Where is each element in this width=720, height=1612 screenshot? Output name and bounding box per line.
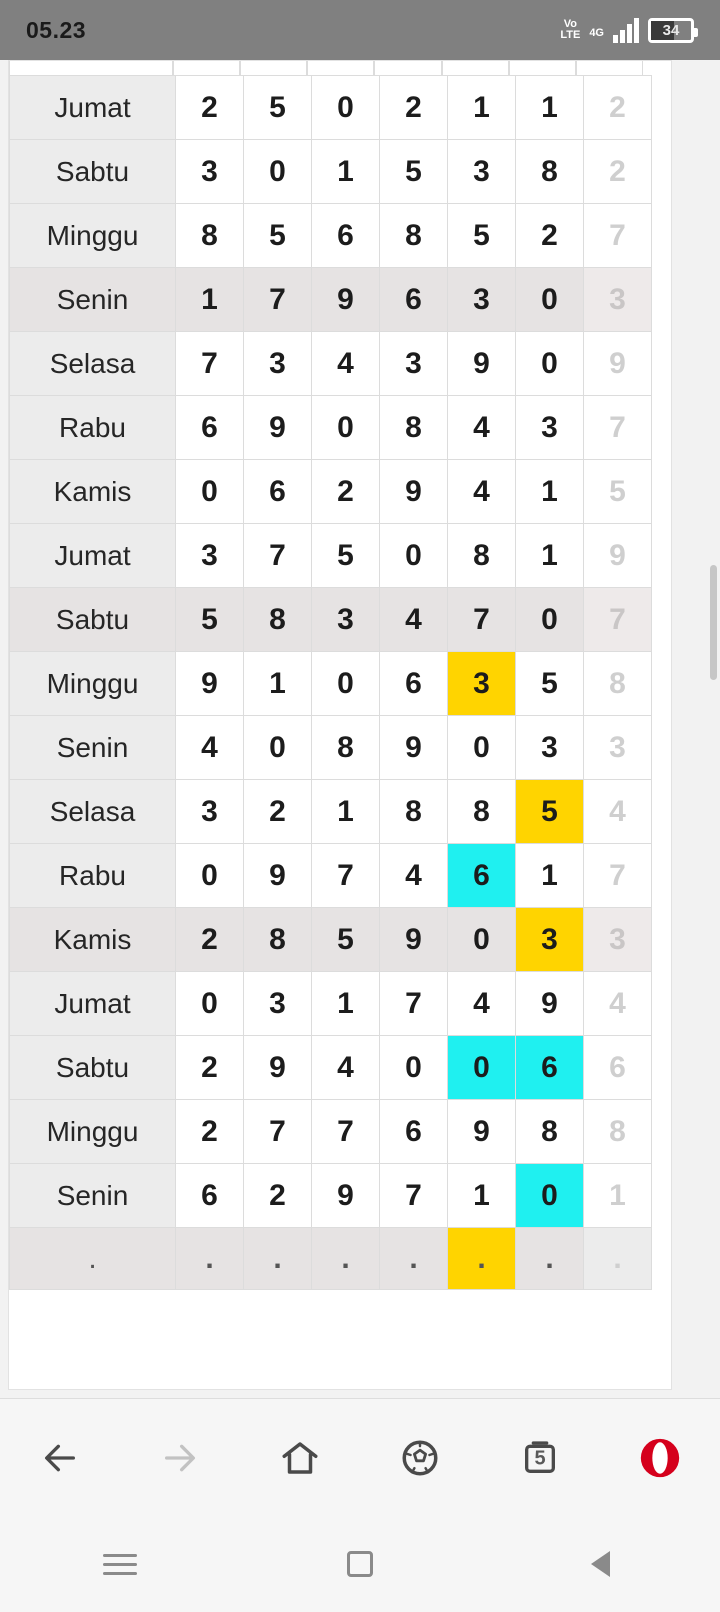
number-cell: 8	[516, 1100, 584, 1164]
volte-icon	[560, 19, 580, 41]
day-cell: Kamis	[10, 908, 176, 972]
trailing-number-cell: 2	[584, 76, 652, 140]
number-cell: 1	[244, 652, 312, 716]
trailing-number-cell: 9	[584, 332, 652, 396]
table-row	[10, 908, 652, 972]
back-triangle-icon	[589, 1549, 611, 1579]
network-type-label: 4G	[589, 27, 604, 39]
number-cell: 5	[380, 140, 448, 204]
table-row	[10, 268, 652, 332]
number-cell: 9	[448, 332, 516, 396]
day-cell: Minggu	[10, 652, 176, 716]
number-cell: 1	[312, 972, 380, 1036]
trailing-number-cell: 7	[584, 588, 652, 652]
number-cell: 3	[176, 780, 244, 844]
day-cell: Jumat	[10, 972, 176, 1036]
status-icons	[560, 17, 694, 43]
number-cell: 6	[176, 396, 244, 460]
day-cell: Jumat	[10, 76, 176, 140]
number-cell: 0	[516, 268, 584, 332]
number-cell: 1	[516, 460, 584, 524]
number-cell: 6	[380, 1100, 448, 1164]
number-cell: 4	[380, 588, 448, 652]
trailing-number-cell: 4	[584, 972, 652, 1036]
trailing-number-cell: 3	[584, 268, 652, 332]
table-row	[10, 76, 652, 140]
number-cell: 8	[380, 780, 448, 844]
number-cell: 5	[448, 204, 516, 268]
table-row	[10, 588, 652, 652]
number-cell: 2	[176, 1100, 244, 1164]
trailing-number-cell: 4	[584, 780, 652, 844]
number-cell: 3	[244, 332, 312, 396]
number-cell: 5	[244, 204, 312, 268]
number-cell: .	[380, 1228, 448, 1290]
number-cell: 4	[380, 844, 448, 908]
number-cell: 0	[516, 588, 584, 652]
number-cell: 3	[176, 140, 244, 204]
number-cell: 1	[176, 268, 244, 332]
number-cell: 0	[176, 460, 244, 524]
number-cell: 3	[380, 332, 448, 396]
home-nav-button[interactable]	[320, 1534, 400, 1594]
number-cell: 8	[244, 908, 312, 972]
number-cell: 0	[516, 332, 584, 396]
number-cell: 0	[380, 524, 448, 588]
web-page-content	[8, 60, 672, 1390]
number-cell: 8	[448, 524, 516, 588]
number-cell: 5	[312, 908, 380, 972]
discover-button[interactable]	[385, 1423, 455, 1493]
day-cell: .	[10, 1228, 176, 1290]
home-button[interactable]	[265, 1423, 335, 1493]
number-cell: 1	[312, 140, 380, 204]
number-cell: 6	[244, 460, 312, 524]
page-bottom-gap	[0, 1390, 720, 1398]
number-cell-highlighted: 6	[516, 1036, 584, 1100]
number-cell: 0	[312, 652, 380, 716]
day-cell: Senin	[10, 716, 176, 780]
number-cell: 7	[380, 1164, 448, 1228]
number-cell-highlighted: 3	[516, 908, 584, 972]
table-row	[10, 716, 652, 780]
table-row	[10, 1036, 652, 1100]
number-cell: 3	[176, 524, 244, 588]
tabs-button[interactable]	[505, 1423, 575, 1493]
number-cell: 1	[448, 76, 516, 140]
trailing-number-cell: .	[584, 1228, 652, 1290]
table-row	[10, 204, 652, 268]
trailing-number-cell: 7	[584, 204, 652, 268]
status-bar	[0, 0, 720, 60]
number-cell: 2	[176, 908, 244, 972]
number-cell: 7	[312, 1100, 380, 1164]
number-cell: 1	[516, 844, 584, 908]
trailing-number-cell: 8	[584, 1100, 652, 1164]
number-cell: 2	[516, 204, 584, 268]
number-cell: 9	[380, 460, 448, 524]
day-cell: Senin	[10, 268, 176, 332]
number-cell: 2	[244, 1164, 312, 1228]
number-cell: 3	[516, 716, 584, 780]
number-cell: 9	[448, 1100, 516, 1164]
home-icon	[279, 1437, 321, 1479]
android-nav-bar	[0, 1516, 720, 1612]
number-cell: 3	[516, 396, 584, 460]
day-cell: Selasa	[10, 332, 176, 396]
trailing-number-cell: 1	[584, 1164, 652, 1228]
table-row	[10, 396, 652, 460]
number-cell: 1	[516, 76, 584, 140]
volte-icon-line2: LTE	[560, 29, 581, 41]
number-cell: 0	[448, 908, 516, 972]
number-cell: 9	[312, 1164, 380, 1228]
number-cell: 7	[244, 524, 312, 588]
number-cell: 9	[380, 716, 448, 780]
number-cell-highlighted: 3	[448, 652, 516, 716]
results-table	[9, 75, 652, 1290]
day-cell: Sabtu	[10, 1036, 176, 1100]
number-cell: 9	[516, 972, 584, 1036]
number-cell: 1	[448, 1164, 516, 1228]
number-cell: 4	[448, 396, 516, 460]
number-cell: 6	[176, 1164, 244, 1228]
number-cell: 9	[176, 652, 244, 716]
number-cell: 9	[244, 1036, 312, 1100]
vertical-scrollbar[interactable]	[710, 565, 717, 680]
number-cell: 4	[312, 1036, 380, 1100]
day-cell: Sabtu	[10, 588, 176, 652]
day-cell: Sabtu	[10, 140, 176, 204]
browser-viewport[interactable]	[0, 60, 720, 1398]
number-cell: 3	[448, 140, 516, 204]
table-row	[10, 460, 652, 524]
number-cell: 3	[312, 588, 380, 652]
status-clock: 05.23	[26, 16, 87, 43]
number-cell-highlighted: 5	[516, 780, 584, 844]
number-cell: 0	[312, 76, 380, 140]
number-cell: 5	[244, 76, 312, 140]
signal-bars-icon	[613, 17, 639, 43]
number-cell: 8	[176, 204, 244, 268]
number-cell: 0	[244, 140, 312, 204]
recents-icon	[103, 1548, 137, 1581]
number-cell: 2	[244, 780, 312, 844]
table-row	[10, 780, 652, 844]
number-cell-highlighted: .	[448, 1228, 516, 1290]
number-cell: 5	[516, 652, 584, 716]
recents-button[interactable]	[80, 1534, 160, 1594]
number-cell: 0	[380, 1036, 448, 1100]
number-cell: 0	[448, 716, 516, 780]
number-cell: 1	[312, 780, 380, 844]
number-cell: 9	[244, 844, 312, 908]
table-row	[10, 1228, 652, 1290]
number-cell: 5	[312, 524, 380, 588]
number-cell-highlighted: 6	[448, 844, 516, 908]
number-cell: 0	[176, 972, 244, 1036]
tab-count-label: 5	[534, 1447, 546, 1470]
day-cell: Rabu	[10, 844, 176, 908]
number-cell: 0	[176, 844, 244, 908]
number-cell: 3	[244, 972, 312, 1036]
number-cell: .	[516, 1228, 584, 1290]
table-row	[10, 332, 652, 396]
opera-logo-icon	[637, 1435, 683, 1481]
number-cell: 8	[516, 140, 584, 204]
number-cell: 8	[244, 588, 312, 652]
number-cell: 9	[244, 396, 312, 460]
back-nav-button[interactable]	[560, 1534, 640, 1594]
day-cell: Selasa	[10, 780, 176, 844]
day-cell: Jumat	[10, 524, 176, 588]
soccer-ball-icon	[399, 1437, 441, 1479]
forward-button[interactable]	[145, 1423, 215, 1493]
number-cell: 6	[380, 652, 448, 716]
trailing-number-cell: 7	[584, 844, 652, 908]
number-cell: 2	[176, 1036, 244, 1100]
number-cell: 7	[244, 1100, 312, 1164]
number-cell: 5	[176, 588, 244, 652]
number-cell-highlighted: 0	[448, 1036, 516, 1100]
table-row	[10, 652, 652, 716]
number-cell: 4	[448, 460, 516, 524]
table-top-edge	[9, 61, 643, 75]
number-cell: 7	[448, 588, 516, 652]
table-row	[10, 972, 652, 1036]
back-button[interactable]	[25, 1423, 95, 1493]
number-cell: 8	[380, 396, 448, 460]
opera-menu-button[interactable]	[625, 1423, 695, 1493]
back-arrow-icon	[40, 1438, 80, 1478]
browser-toolbar	[0, 1398, 720, 1516]
battery-icon	[648, 18, 694, 43]
trailing-number-cell: 2	[584, 140, 652, 204]
number-cell: 0	[312, 396, 380, 460]
trailing-number-cell: 6	[584, 1036, 652, 1100]
number-cell: 7	[312, 844, 380, 908]
number-cell: .	[244, 1228, 312, 1290]
volte-icon-line1: Vo	[563, 18, 577, 30]
number-cell: .	[176, 1228, 244, 1290]
day-cell: Kamis	[10, 460, 176, 524]
number-cell: 8	[312, 716, 380, 780]
number-cell: 7	[176, 332, 244, 396]
number-cell: 9	[312, 268, 380, 332]
table-row	[10, 844, 652, 908]
battery-percent-label: 34	[662, 21, 680, 39]
number-cell: 7	[380, 972, 448, 1036]
trailing-number-cell: 9	[584, 524, 652, 588]
trailing-number-cell: 7	[584, 396, 652, 460]
number-cell: 6	[312, 204, 380, 268]
number-cell: 4	[312, 332, 380, 396]
number-cell: 2	[380, 76, 448, 140]
number-cell: 8	[380, 204, 448, 268]
number-cell: 4	[448, 972, 516, 1036]
number-cell: 2	[312, 460, 380, 524]
number-cell: 9	[380, 908, 448, 972]
number-cell: 6	[380, 268, 448, 332]
forward-arrow-icon	[160, 1438, 200, 1478]
trailing-number-cell: 8	[584, 652, 652, 716]
number-cell: 7	[244, 268, 312, 332]
table-row	[10, 524, 652, 588]
trailing-number-cell: 3	[584, 716, 652, 780]
day-cell: Rabu	[10, 396, 176, 460]
day-cell: Minggu	[10, 1100, 176, 1164]
number-cell-highlighted: 0	[516, 1164, 584, 1228]
number-cell: 1	[516, 524, 584, 588]
table-row	[10, 1100, 652, 1164]
number-cell: .	[312, 1228, 380, 1290]
trailing-number-cell: 5	[584, 460, 652, 524]
number-cell: 0	[244, 716, 312, 780]
trailing-number-cell: 3	[584, 908, 652, 972]
number-cell: 8	[448, 780, 516, 844]
day-cell: Minggu	[10, 204, 176, 268]
number-cell: 3	[448, 268, 516, 332]
number-cell: 2	[176, 76, 244, 140]
table-row	[10, 1164, 652, 1228]
home-square-icon	[347, 1551, 373, 1577]
day-cell: Senin	[10, 1164, 176, 1228]
results-table-body	[10, 76, 652, 1290]
number-cell: 4	[176, 716, 244, 780]
table-row	[10, 140, 652, 204]
